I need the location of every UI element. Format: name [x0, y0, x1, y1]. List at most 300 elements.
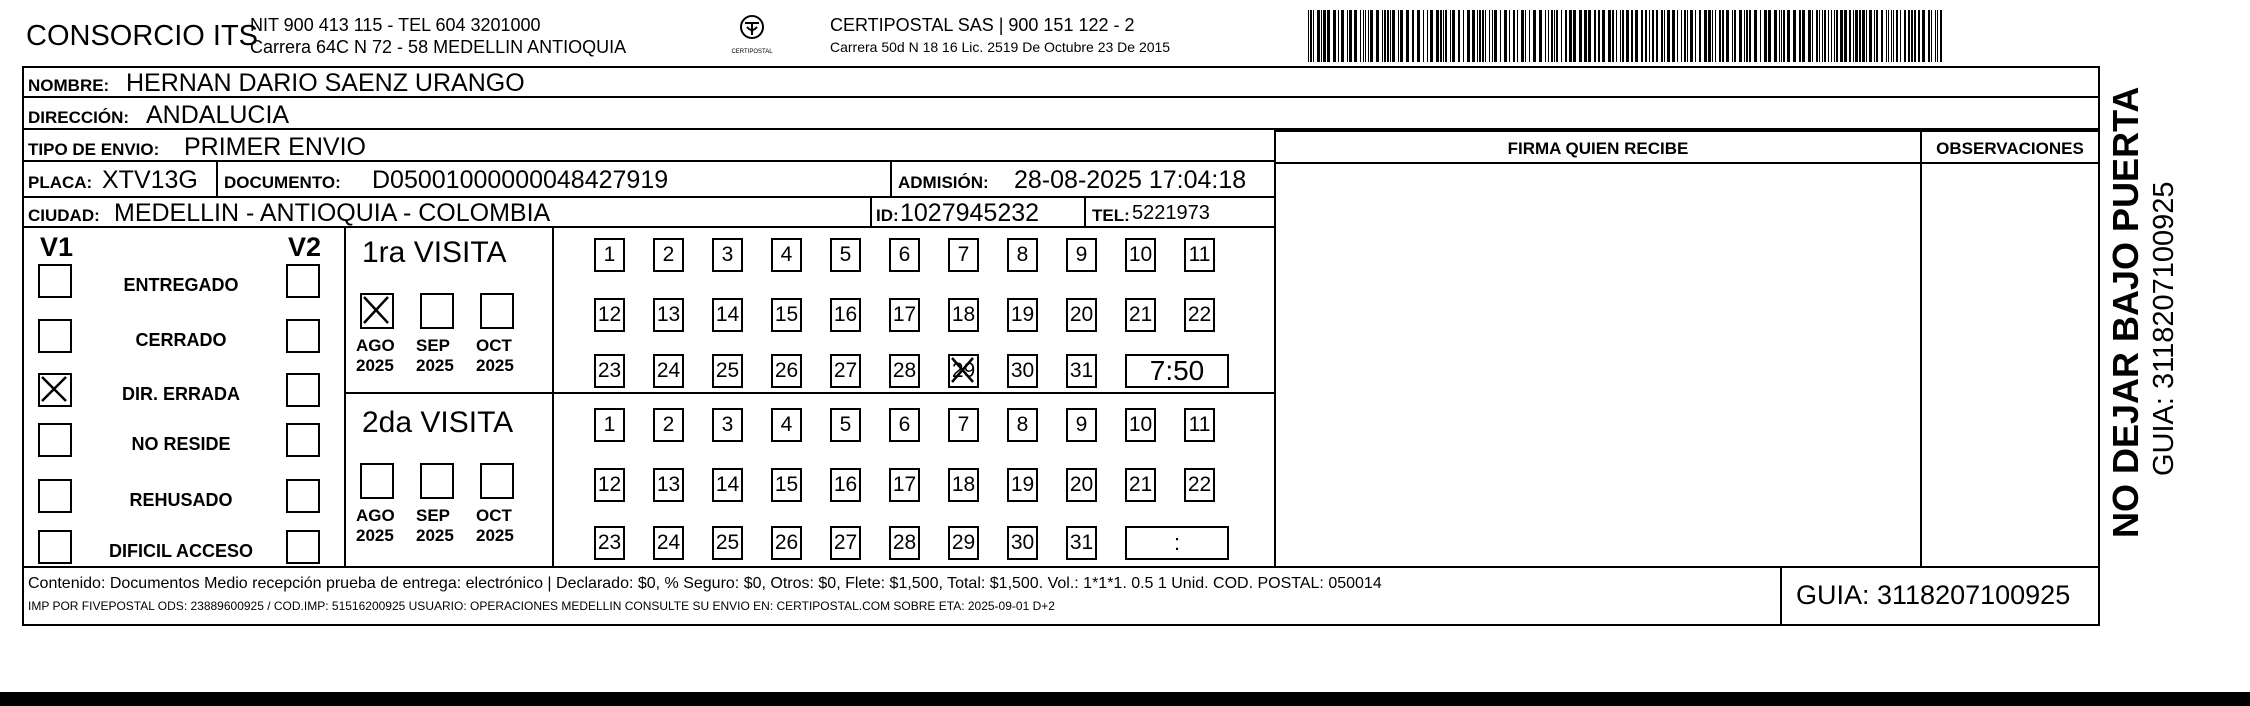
- day-box[interactable]: [889, 298, 920, 332]
- v1-checkbox[interactable]: [38, 264, 72, 298]
- day-box[interactable]: [712, 468, 743, 502]
- barcode-bar: [1327, 10, 1330, 62]
- visit-time-field[interactable]: 7:50: [1125, 354, 1229, 388]
- barcode-bar: [1687, 10, 1688, 62]
- day-box[interactable]: [653, 238, 684, 272]
- day-number: 23: [597, 359, 622, 382]
- day-number: 9: [1075, 413, 1088, 436]
- barcode-bar: [1708, 10, 1711, 62]
- month-checkbox[interactable]: [360, 463, 394, 499]
- day-number: 13: [656, 473, 681, 496]
- status-option-label: CERRADO: [135, 330, 227, 350]
- day-box[interactable]: [948, 526, 979, 560]
- city-row: [22, 198, 1276, 228]
- day-box[interactable]: [1066, 408, 1097, 442]
- day-number: 30: [1010, 359, 1035, 382]
- day-box[interactable]: [594, 238, 625, 272]
- v1-checkbox[interactable]: [38, 423, 72, 457]
- barcode-bar: [1392, 10, 1395, 62]
- barcode-bar: [1561, 10, 1562, 62]
- day-box[interactable]: [712, 354, 743, 388]
- barcode-bar: [1768, 10, 1771, 62]
- v1-checkbox[interactable]: [38, 373, 72, 407]
- day-box[interactable]: [771, 526, 802, 560]
- barcode-bar: [1436, 10, 1439, 62]
- admission-value: 28-08-2025 17:04:18: [1014, 166, 1247, 194]
- barcode-bar: [1764, 10, 1767, 62]
- day-box[interactable]: [1184, 298, 1215, 332]
- barcode-bar: [1365, 10, 1366, 62]
- barcode-bar: [1652, 10, 1654, 62]
- day-box[interactable]: [771, 408, 802, 442]
- barcode-bar: [1565, 10, 1567, 62]
- month-checkbox[interactable]: [420, 463, 454, 499]
- barcode-bar: [1390, 10, 1391, 62]
- certipostal-logo: CERTIPOSTAL: [730, 14, 774, 58]
- status-option-label: DIR. ERRADA: [121, 384, 240, 404]
- barcode-bar: [1667, 10, 1670, 62]
- barcode-bar: [1529, 10, 1530, 62]
- barcode-bar: [1746, 10, 1748, 62]
- day-box[interactable]: [594, 354, 625, 388]
- day-box[interactable]: [1066, 298, 1097, 332]
- barcode-bar: [1635, 10, 1638, 62]
- barcode-bar: [1482, 10, 1484, 62]
- barcode-bar: [1310, 10, 1312, 62]
- day-number: 1: [603, 243, 616, 266]
- status-option-label: ENTREGADO: [123, 275, 239, 295]
- day-number: 2: [662, 413, 675, 436]
- day-box[interactable]: [594, 526, 625, 560]
- footer-guide: GUIA: 3118207100925: [1796, 580, 2071, 610]
- day-box[interactable]: [889, 354, 920, 388]
- barcode-bar: [1831, 10, 1832, 62]
- day-box[interactable]: [771, 354, 802, 388]
- day-box[interactable]: [1007, 468, 1038, 502]
- city-value: MEDELLIN - ANTIOQUIA - COLOMBIA: [114, 199, 551, 227]
- month-checkbox[interactable]: [360, 293, 394, 329]
- barcode-bar: [1940, 10, 1942, 62]
- v1-checkbox[interactable]: [38, 319, 72, 353]
- day-number: 21: [1128, 473, 1153, 496]
- name-label: NOMBRE:: [28, 76, 110, 95]
- barcode-bar: [1808, 10, 1811, 62]
- barcode-bar: [1631, 10, 1633, 62]
- barcode-bar: [1645, 10, 1647, 62]
- day-box[interactable]: [653, 526, 684, 560]
- barcode-bar: [1308, 10, 1309, 62]
- x-mark-icon: [40, 375, 70, 405]
- v1-checkbox[interactable]: [38, 479, 72, 513]
- barcode-bar: [1602, 10, 1605, 62]
- day-box[interactable]: [1184, 468, 1215, 502]
- day-number: 5: [839, 243, 852, 266]
- day-number: 19: [1010, 303, 1035, 326]
- day-box[interactable]: [1066, 354, 1097, 388]
- barcode-bar: [1881, 10, 1883, 62]
- month-label: SEP: [416, 336, 451, 355]
- barcode-bar: [1608, 10, 1611, 62]
- day-box[interactable]: [1184, 408, 1215, 442]
- barcode-bar: [1354, 10, 1357, 62]
- visit-2-title: 2da VISITA: [362, 406, 514, 439]
- barcode-bar: [1774, 10, 1777, 62]
- day-box[interactable]: [948, 354, 979, 388]
- barcode-bar: [1869, 10, 1872, 62]
- name-row: [22, 66, 2100, 98]
- month-checkbox[interactable]: [420, 293, 454, 329]
- barcode-bar: [1472, 10, 1475, 62]
- day-box[interactable]: [1125, 238, 1156, 272]
- day-box[interactable]: [771, 238, 802, 272]
- status-option-label: REHUSADO: [129, 490, 233, 510]
- barcode-bar: [1896, 10, 1898, 62]
- barcode-bar: [1616, 10, 1617, 62]
- barcode-bar: [1862, 10, 1865, 62]
- day-number: 30: [1010, 531, 1035, 554]
- day-number: 6: [898, 413, 911, 436]
- barcode-bar: [1754, 10, 1757, 62]
- day-box[interactable]: [1066, 526, 1097, 560]
- barcode-bar: [1935, 10, 1936, 62]
- barcode-bar: [1695, 10, 1696, 62]
- barcode-bar: [1509, 10, 1510, 62]
- day-box[interactable]: [594, 408, 625, 442]
- year-label: 2025: [356, 526, 394, 545]
- barcode-bar: [1744, 10, 1745, 62]
- plate-row: [22, 162, 1276, 198]
- barcode-bar: [1853, 10, 1854, 62]
- plate-value: XTV13G: [102, 166, 198, 194]
- barcode-bar: [1704, 10, 1707, 62]
- barcode-bar: [1400, 10, 1403, 62]
- barcode-bar: [1836, 10, 1838, 62]
- day-number: 12: [597, 303, 622, 326]
- day-box[interactable]: [771, 298, 802, 332]
- day-box[interactable]: [1066, 238, 1097, 272]
- carrier-address: Carrera 50d N 18 16 Lic. 2519 De Octubre 23 De 2015: [830, 39, 1171, 55]
- barcode-bar: [1886, 10, 1887, 62]
- day-box[interactable]: [948, 238, 979, 272]
- day-box[interactable]: [1184, 238, 1215, 272]
- barcode-bar: [1612, 10, 1614, 62]
- signature-header: FIRMA QUIEN RECIBE: [1507, 139, 1689, 158]
- day-number: 11: [1188, 243, 1211, 266]
- barcode-bar: [1554, 10, 1555, 62]
- day-number: 12: [597, 473, 622, 496]
- barcode-bar: [1649, 10, 1650, 62]
- day-box[interactable]: [1007, 238, 1038, 272]
- footer-divider: [1780, 566, 1782, 626]
- address-label: DIRECCIÓN:: [28, 108, 130, 127]
- day-number: 22: [1187, 303, 1212, 326]
- document-value: D05001000000048427919: [372, 166, 669, 194]
- day-number: 4: [780, 413, 793, 436]
- year-label: 2025: [476, 526, 514, 545]
- month-label: SEP: [416, 506, 451, 525]
- day-number: 18: [951, 303, 976, 326]
- barcode-bar: [1430, 10, 1433, 62]
- status-option-label: DIFICIL ACCESO: [108, 541, 253, 561]
- day-box[interactable]: [1125, 408, 1156, 442]
- day-number: 25: [715, 359, 740, 382]
- day-number: 23: [597, 531, 622, 554]
- barcode-bar: [1485, 10, 1486, 62]
- admission-label: ADMISIÓN:: [898, 173, 989, 192]
- barcode-bar: [1908, 10, 1910, 62]
- barcode-bar: [1824, 10, 1826, 62]
- barcode-bar: [1626, 10, 1629, 62]
- status-panel: [22, 228, 346, 566]
- v2-checkbox[interactable]: [286, 264, 320, 298]
- barcode-bar: [1573, 10, 1576, 62]
- barcode-bar: [1321, 10, 1322, 62]
- day-box[interactable]: [1007, 354, 1038, 388]
- barcode-bar: [1588, 10, 1591, 62]
- day-number: 14: [715, 303, 740, 326]
- barcode-bar: [1341, 10, 1344, 62]
- day-box[interactable]: [1066, 468, 1097, 502]
- day-number: 2: [662, 243, 675, 266]
- day-box[interactable]: [948, 408, 979, 442]
- x-mark-icon: [950, 356, 977, 386]
- day-box[interactable]: [712, 408, 743, 442]
- footer-line: [22, 566, 2100, 568]
- barcode-bar: [1349, 10, 1352, 62]
- barcode-bar: [1323, 10, 1326, 62]
- barcode-bar: [1333, 10, 1336, 62]
- barcode-bar: [1548, 10, 1549, 62]
- plate-label: PLACA:: [28, 173, 93, 192]
- barcode-bar: [1874, 10, 1875, 62]
- day-number: 31: [1069, 359, 1094, 382]
- barcode-bar: [1517, 10, 1518, 62]
- company-address: Carrera 64C N 72 - 58 MEDELLIN ANTIOQUIA: [250, 37, 627, 57]
- barcode-bar: [1726, 10, 1729, 62]
- v2-checkbox[interactable]: [286, 479, 320, 513]
- day-number: 7: [957, 413, 970, 436]
- month-checkbox[interactable]: [480, 463, 514, 499]
- barcode-bar: [1849, 10, 1851, 62]
- company-nit: NIT 900 413 115 - TEL 604 3201000: [250, 15, 541, 35]
- month-checkbox[interactable]: [480, 293, 514, 329]
- barcode-bar: [1844, 10, 1847, 62]
- barcode-bar: [1412, 10, 1414, 62]
- barcode-bar: [1914, 10, 1916, 62]
- v2-checkbox[interactable]: [286, 530, 320, 564]
- day-number: 14: [715, 473, 740, 496]
- barcode-bar: [1492, 10, 1493, 62]
- barcode-bar: [1452, 10, 1455, 62]
- barcode-bar: [1715, 10, 1716, 62]
- barcode-bar: [1458, 10, 1460, 62]
- day-number: 25: [715, 531, 740, 554]
- barcode-bar: [1598, 10, 1600, 62]
- barcode-bar: [1521, 10, 1524, 62]
- barcode-bar: [1816, 10, 1818, 62]
- barcode-bar: [1551, 10, 1553, 62]
- day-number: 27: [833, 531, 858, 554]
- day-box[interactable]: [1125, 468, 1156, 502]
- barcode-bar: [1904, 10, 1906, 62]
- barcode-bar: [1672, 10, 1675, 62]
- day-number: 8: [1016, 243, 1029, 266]
- barcode-bar: [1423, 10, 1424, 62]
- barcode-bar: [1584, 10, 1587, 62]
- day-number: 7: [957, 243, 970, 266]
- day-box[interactable]: [653, 298, 684, 332]
- barcode-bar: [1556, 10, 1558, 62]
- carrier-name: CERTIPOSTAL SAS | 900 151 122 - 2: [830, 15, 1135, 35]
- day-box[interactable]: [712, 298, 743, 332]
- day-number: 29: [951, 359, 976, 382]
- day-number: 21: [1128, 303, 1153, 326]
- city-label: CIUDAD:: [28, 206, 100, 225]
- day-box[interactable]: [830, 408, 861, 442]
- day-number: 31: [1069, 531, 1094, 554]
- month-label: OCT: [476, 336, 512, 355]
- barcode-bar: [1893, 10, 1894, 62]
- barcode-bar: [1384, 10, 1386, 62]
- footer-print-line: IMP POR FIVEPOSTAL ODS: 23889600925 / COD.IMP: 51516200925 USUARIO: OPERACIONES MEDELLIN CONSULTE SU ENVIO EN: CERTIPOSTAL.COM SOBRE ETA: 2025-09-01 D+2: [28, 599, 1055, 613]
- barcode-bar: [1888, 10, 1889, 62]
- barcode-bar: [1781, 10, 1782, 62]
- v2-checkbox[interactable]: [286, 373, 320, 407]
- day-number: 24: [656, 531, 681, 554]
- v2-checkbox[interactable]: [286, 423, 320, 457]
- barcode-bar: [1866, 10, 1867, 62]
- barcode-bar: [1417, 10, 1420, 62]
- day-box[interactable]: [1007, 526, 1038, 560]
- day-box[interactable]: [653, 408, 684, 442]
- v2-checkbox[interactable]: [286, 319, 320, 353]
- v1-checkbox[interactable]: [38, 530, 72, 564]
- barcode-bar: [1569, 10, 1572, 62]
- day-number: 15: [774, 473, 799, 496]
- day-box[interactable]: [1125, 298, 1156, 332]
- barcode-bar: [1779, 10, 1780, 62]
- barcode-bar: [1681, 10, 1682, 62]
- barcode-bar: [1463, 10, 1464, 62]
- barcode-bar: [1427, 10, 1428, 62]
- bottom-band: [0, 692, 2250, 706]
- footer-content-line: Contenido: Documentos Medio recepción prueba de entrega: electrónico | Declarado: $0, % Seguro: $0, Otros: $0, Flete: $1,500, Total: $1,500. Vol.: 1*1*1. 0.5 1 Unid. COD. POSTAL: 050014: [28, 575, 1382, 592]
- day-number: 15: [774, 303, 799, 326]
- barcode-bar: [1317, 10, 1320, 62]
- barcode-bar: [1387, 10, 1389, 62]
- barcode-bar: [1382, 10, 1383, 62]
- day-number: 28: [892, 531, 917, 554]
- day-number: 6: [898, 243, 911, 266]
- shipping-type-value: PRIMER ENVIO: [184, 133, 366, 161]
- barcode-bar: [1812, 10, 1813, 62]
- day-box[interactable]: [594, 468, 625, 502]
- signature-area[interactable]: [1276, 164, 1920, 564]
- barcode-bar: [1783, 10, 1785, 62]
- day-box[interactable]: [1007, 298, 1038, 332]
- observations-area[interactable]: [1922, 164, 2098, 564]
- barcode-bar: [1749, 10, 1751, 62]
- barcode-bar: [1477, 10, 1478, 62]
- recipient-name: HERNAN DARIO SAENZ URANGO: [126, 69, 525, 97]
- barcode-bar: [1661, 10, 1663, 62]
- barcode-bar: [1533, 10, 1536, 62]
- barcode-bar: [1699, 10, 1701, 62]
- day-number: 29: [951, 531, 976, 554]
- document-label: DOCUMENTO:: [224, 173, 341, 192]
- barcode-bar: [1799, 10, 1801, 62]
- right-top-line: [1274, 130, 2100, 132]
- day-number: 1: [603, 413, 616, 436]
- barcode-bar: [1928, 10, 1930, 62]
- day-box[interactable]: [830, 468, 861, 502]
- day-box[interactable]: [830, 298, 861, 332]
- day-number: 26: [774, 359, 799, 382]
- visit-time-field[interactable]: :: [1125, 526, 1229, 560]
- status-option-label: NO RESIDE: [131, 434, 231, 454]
- barcode-bar: [1479, 10, 1481, 62]
- day-number: 10: [1128, 413, 1153, 436]
- day-box[interactable]: [948, 298, 979, 332]
- day-box[interactable]: [889, 238, 920, 272]
- day-box[interactable]: [653, 354, 684, 388]
- id-label: ID:: [876, 206, 899, 225]
- day-box[interactable]: [948, 468, 979, 502]
- visit-1-title: 1ra VISITA: [362, 236, 507, 269]
- barcode-bar: [1443, 10, 1444, 62]
- day-number: 18: [951, 473, 976, 496]
- day-box[interactable]: [594, 298, 625, 332]
- day-box[interactable]: [1007, 408, 1038, 442]
- shipping-type-label: TIPO DE ENVIO:: [28, 140, 160, 159]
- barcode-bar: [1793, 10, 1796, 62]
- day-box[interactable]: [771, 468, 802, 502]
- day-box[interactable]: [830, 238, 861, 272]
- day-box[interactable]: [889, 468, 920, 502]
- barcode-bar: [1313, 10, 1314, 62]
- day-number: 16: [833, 473, 858, 496]
- barcode-bar: [1918, 10, 1920, 62]
- barcode-bar: [1922, 10, 1925, 62]
- barcode-bar: [1594, 10, 1596, 62]
- barcode-bar: [1360, 10, 1361, 62]
- barcode-bar: [1370, 10, 1373, 62]
- day-number: 3: [721, 243, 734, 266]
- day-box[interactable]: [830, 354, 861, 388]
- year-label: 2025: [356, 356, 394, 375]
- visit-1: [346, 228, 1274, 394]
- barcode-bar: [1760, 10, 1761, 62]
- day-number: 20: [1069, 473, 1094, 496]
- barcode-bar: [1690, 10, 1693, 62]
- tel-label: TEL:: [1092, 206, 1130, 225]
- barcode-bar: [1802, 10, 1805, 62]
- day-box[interactable]: [889, 526, 920, 560]
- day-box[interactable]: [889, 408, 920, 442]
- barcode-bar: [1406, 10, 1409, 62]
- day-number: 4: [780, 243, 793, 266]
- day-box[interactable]: [712, 238, 743, 272]
- day-box[interactable]: [653, 468, 684, 502]
- day-box[interactable]: [830, 526, 861, 560]
- barcode-bar: [1656, 10, 1658, 62]
- day-number: 17: [892, 303, 917, 326]
- day-number: 16: [833, 303, 858, 326]
- visit-2: [346, 394, 1274, 566]
- side-warning: NO DEJAR BAJO PUERTA: [2105, 86, 2146, 538]
- v1-label: V1: [40, 232, 74, 262]
- day-box[interactable]: [712, 526, 743, 560]
